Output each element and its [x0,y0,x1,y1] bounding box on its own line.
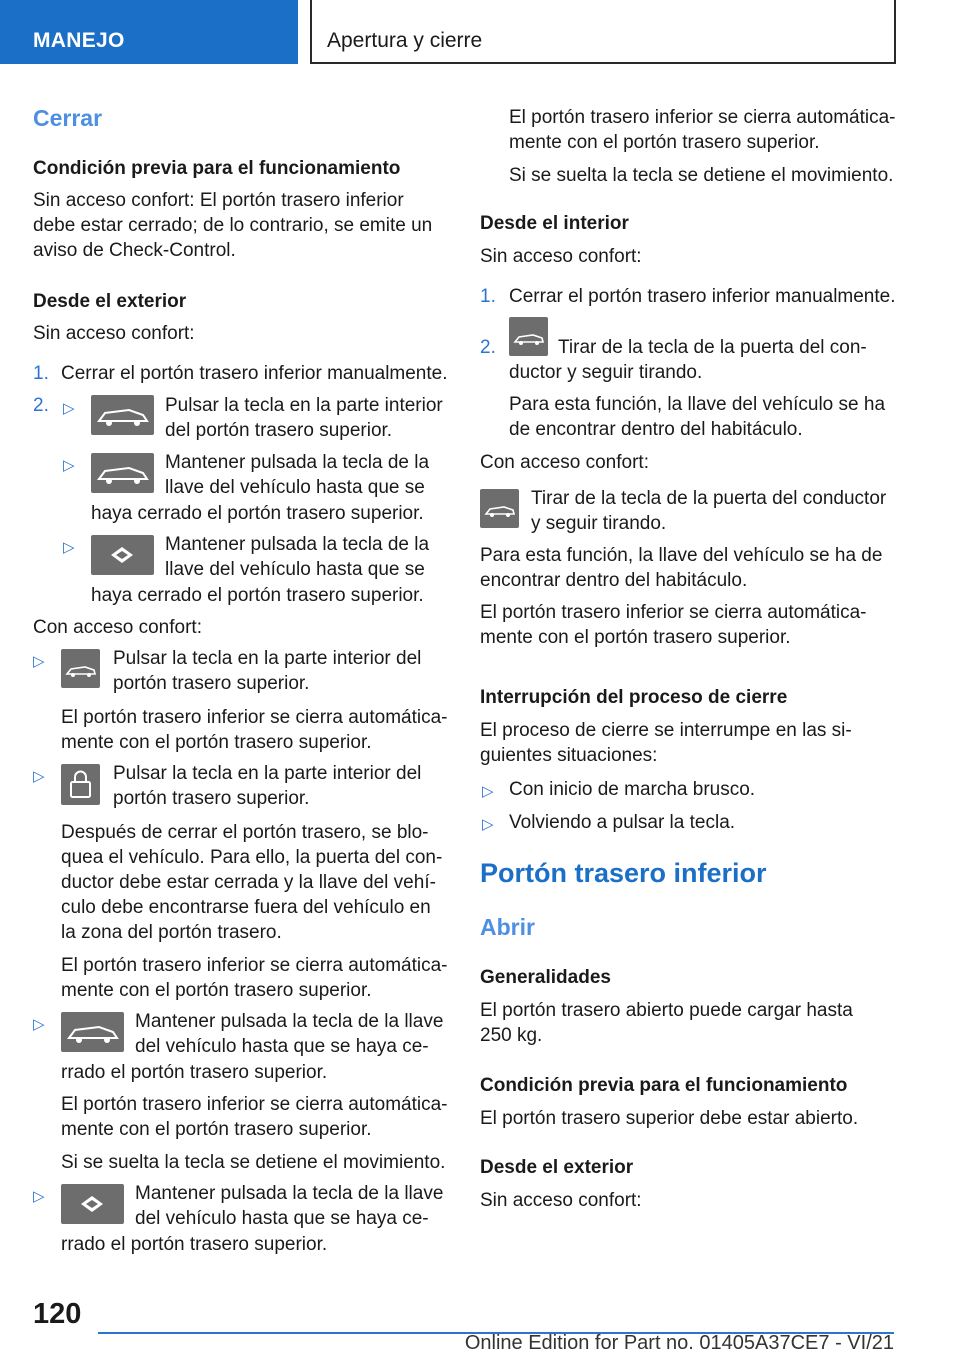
b3-line-2: llave del vehículo hasta que se [165,559,425,580]
heading-porton-inferior: Portón trasero inferior [480,858,767,888]
header-chapter-label: Apertura y cierre [327,29,483,52]
bullet-icon: ▷ [33,1188,45,1205]
r-step-2-note-2: de encontrar dentro del habitáculo. [509,419,803,440]
heading-abrir: Abrir [480,914,535,940]
bullet-icon: ▷ [33,653,45,670]
r-p2-1: El portón trasero inferior se cierra automática- [480,602,867,623]
r-top-note-2: mente con el portón trasero superior. [509,132,820,153]
step-number: 2. [480,337,496,358]
tailgate-button-icon [91,395,154,435]
r-con-item-2: y seguir tirando. [531,513,667,534]
r-generalidades-1: El portón trasero abierto puede cargar hasta [480,1000,853,1021]
lock-icon [61,764,100,805]
heading-interrupcion: Interrupción del proceso de cierre [480,687,788,708]
bullet-icon: ▷ [33,768,45,785]
c3-note-2: mente con el portón trasero superior. [61,1119,372,1140]
r-i2: Volviendo a pulsar la tecla. [509,812,736,833]
step-number: 1. [33,363,49,384]
header-chapter-box [310,0,896,64]
c1-line-1: Pulsar la tecla en la parte interior del [113,648,422,669]
heading-interior: Desde el interior [480,213,629,234]
heading-exterior-r: Desde el exterior [480,1157,634,1178]
c4-line-3: rrado el portón trasero superior. [61,1234,328,1255]
tailgate-button-icon [61,649,100,688]
r-i1: Con inicio de marcha brusco. [509,779,756,800]
bullet-icon: ▷ [33,1016,45,1033]
c3-line-3: rrado el portón trasero superior. [61,1062,328,1083]
c1-note-2: mente con el portón trasero superior. [61,732,372,753]
c4-line-2: del vehículo hasta que se haya ce- [135,1208,429,1229]
c3-note-1: El portón trasero inferior se cierra automática- [61,1094,448,1115]
con-acceso-label: Con acceso confort: [33,617,202,638]
r-interrupcion-1: El proceso de cierre se interrumpe en las si- [480,720,852,741]
door-tailgate-button-icon [509,317,548,356]
r-condicion: El portón trasero superior debe estar abierto. [480,1108,859,1129]
bullet-icon: ▷ [482,783,494,800]
heading-exterior: Desde el exterior [33,291,187,312]
key-tailgate-button-icon [91,453,154,493]
c4-line-1: Mantener pulsada la tecla de la llave [135,1183,444,1204]
p-condicion-2: debe estar cerrado; de lo contrario, se emite un [33,215,433,236]
c2-note-2: quea el vehículo. Para ello, la puerta del con- [61,847,443,868]
r-step-2-note-1: Para esta función, la llave del vehículo se ha [509,394,886,415]
page-number: 120 [33,1298,82,1330]
b2-line-3: haya cerrado el portón trasero superior. [91,503,424,524]
r-sin-acceso: Sin acceso confort: [480,246,642,267]
c2-note-1: Después de cerrar el portón trasero, se blo- [61,822,429,843]
c3-line-2: del vehículo hasta que se haya ce- [135,1036,429,1057]
r-interrupcion-2: guientes situaciones: [480,745,658,766]
r-step-2-line-1: Tirar de la tecla de la puerta del con- [558,337,867,358]
key-tailgate-button-icon [91,535,154,575]
door-tailgate-button-icon [480,489,519,528]
heading-cerrar: Cerrar [33,105,103,131]
c2-line-2: portón trasero superior. [113,788,310,809]
c2-note-5: la zona del portón trasero. [61,922,282,943]
r-top-note2: Si se suelta la tecla se detiene el movimiento. [509,165,894,186]
c2-note-3: ductor debe estar cerrada y la llave del vehí- [61,872,436,893]
bullet-icon: ▷ [63,400,75,417]
step-number: 1. [480,286,496,307]
b3-line-3: haya cerrado el portón trasero superior. [91,585,424,606]
c3-line-1: Mantener pulsada la tecla de la llave [135,1011,444,1032]
r-sin-acceso-2: Sin acceso confort: [480,1190,642,1211]
c2-note2-1: El portón trasero inferior se cierra automática- [61,955,448,976]
header-section-tab [0,0,298,64]
c2-note-4: culo debe encontrarse fuera del vehículo en [61,897,431,918]
c1-line-2: portón trasero superior. [113,673,310,694]
bullet-icon: ▷ [482,816,494,833]
c2-note2-2: mente con el portón trasero superior. [61,980,372,1001]
r-p1-2: encontrar dentro del habitáculo. [480,570,748,591]
c2-line-1: Pulsar la tecla en la parte interior del [113,763,422,784]
r-con-acceso: Con acceso confort: [480,452,649,473]
b1-line-1: Pulsar la tecla en la parte interior [165,395,443,416]
r-step-2-line-2: ductor y seguir tirando. [509,362,703,383]
r-p2-2: mente con el portón trasero superior. [480,627,791,648]
heading-generalidades: Generalidades [480,967,611,988]
r-generalidades-2: 250 kg. [480,1025,543,1046]
r-p1-1: Para esta función, la llave del vehículo se ha de [480,545,883,566]
r-step-1: Cerrar el portón trasero inferior manualmente. [509,286,896,307]
b2-line-1: Mantener pulsada la tecla de la [165,452,430,473]
bullet-icon: ▷ [63,457,75,474]
p-condicion-1: Sin acceso confort: El portón trasero inferior [33,190,404,211]
bullet-icon: ▷ [63,539,75,556]
b1-line-2: del portón trasero superior. [165,420,393,441]
step-1-text: Cerrar el portón trasero inferior manualmente. [61,363,448,384]
sin-acceso-label: Sin acceso confort: [33,323,195,344]
step-number: 2. [33,395,49,416]
header-section-label: MANEJO [33,29,125,52]
r-top-note-1: El portón trasero inferior se cierra automática- [509,107,896,128]
key-tailgate-button-icon [61,1184,124,1224]
p-condicion-3: aviso de Check-Control. [33,240,236,261]
r-con-item-1: Tirar de la tecla de la puerta del conductor [531,488,887,509]
key-tailgate-button-icon [61,1012,124,1052]
b3-line-1: Mantener pulsada la tecla de la [165,534,430,555]
c3-note2: Si se suelta la tecla se detiene el movimiento. [61,1152,446,1173]
heading-condicion: Condición previa para el funcionamiento [33,158,401,179]
footer-edition: Online Edition for Part no. 01405A37CE7 - VI/21 [464,1332,894,1354]
heading-condicion-r: Condición previa para el funcionamiento [480,1075,848,1096]
c1-note-1: El portón trasero inferior se cierra automática- [61,707,448,728]
b2-line-2: llave del vehículo hasta que se [165,477,425,498]
